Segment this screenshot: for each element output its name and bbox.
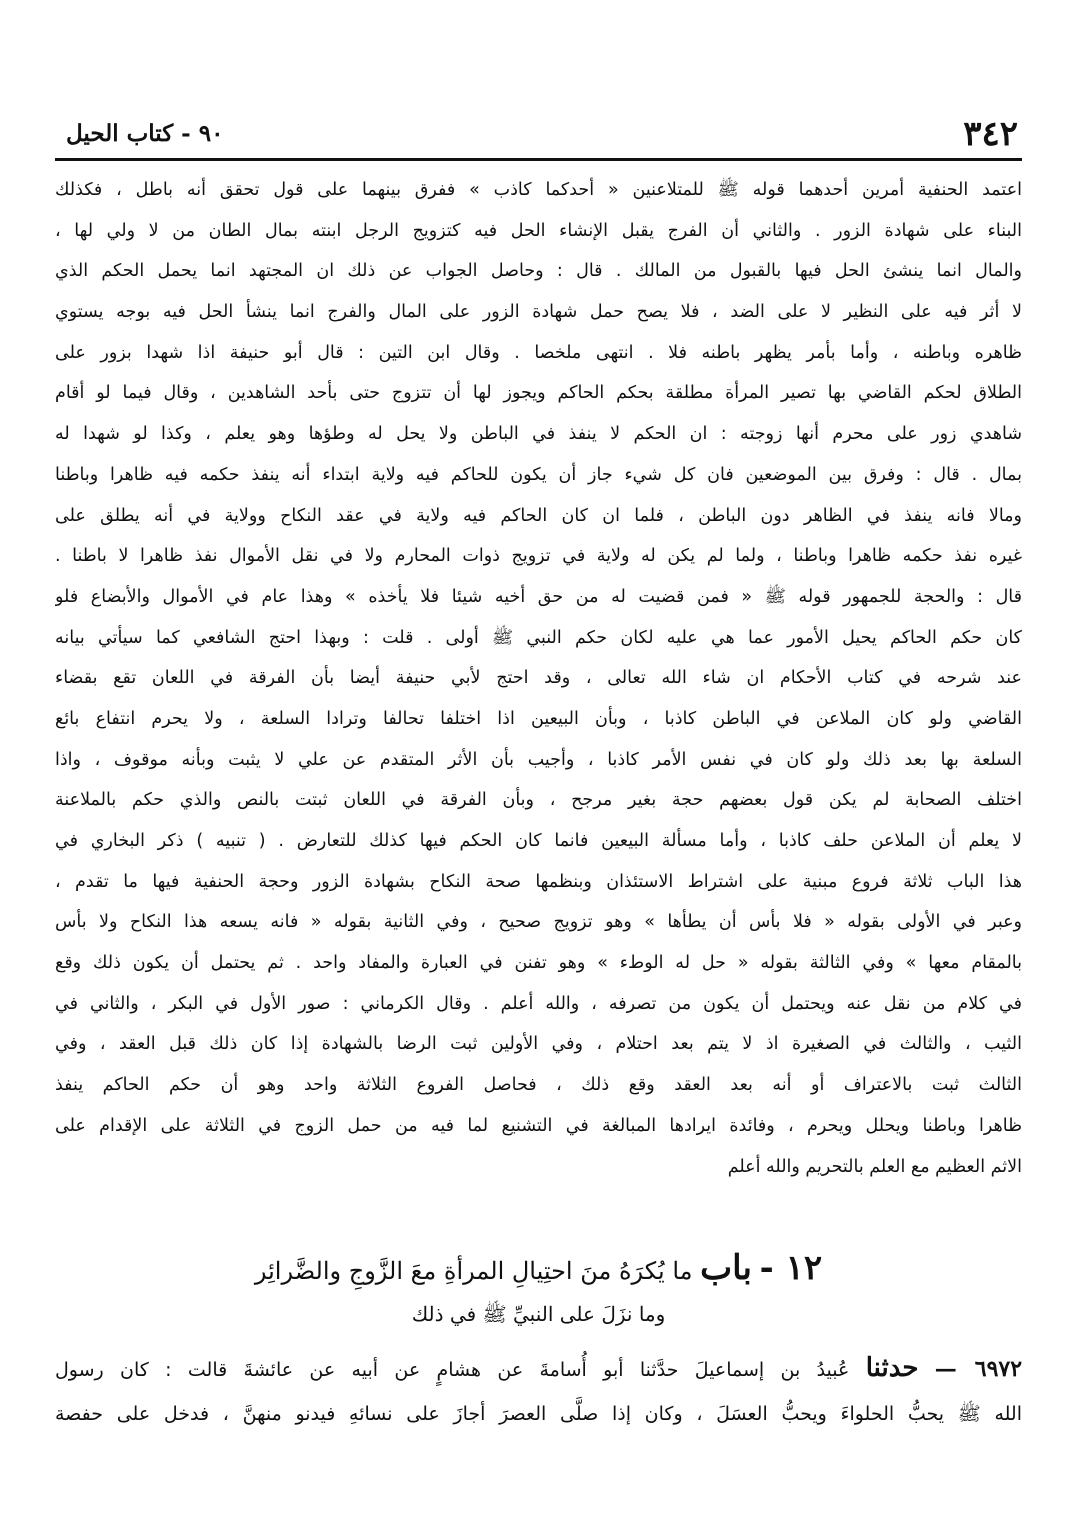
chapter-heading: [55, 1245, 1022, 1334]
commentary-line: بمال . قال : وفرق بين الموضعين فان كل شيء جاز أن يكون للحاكم فيه ولاية ابتداء أنه ينفذ حكمه فيه ظاهرا وباطنا: [55, 464, 1022, 485]
commentary-line: لا يعلم أن الملاعن حلف كاذبا ، وأما مسألة البيعين فانما كان الحكم فيها كذلك للتعارض . ( تنبيه ) ذكر البخاري في: [55, 831, 1022, 851]
commentary-line: الاثم العظيم مع العلم بالتحريم والله أعلم: [727, 1156, 1022, 1177]
hadith-line: الله ﷺ يحبُّ الحلواءَ ويحبُّ العسَلَ ، وكان إذا صلَّى العصرَ أجازَ على نسائهِ فيدنو منهنَّ ، فدخل على حفصة: [55, 1403, 1022, 1425]
commentary-line: لا أثر فيه على النظير لا على الضد ، فلا يصح حمل شهادة الزور على المال والفرج انما ينشأ الحل فيه بوجه يستوي: [55, 302, 1022, 323]
page-number: ٣٤٢: [963, 114, 1018, 154]
commentary-line: قال : والحجة للجمهور قوله ﷺ « فمن قضيت له من حق أخيه شيئا فلا يأخذه » وهذا عام في الأموال والأبضاع فلو: [55, 586, 1022, 607]
chapter-label: باب: [700, 1248, 753, 1288]
commentary-line: كان حكم الحاكم يحيل الأمور عما هي عليه لكان حكم النبي ﷺ أولى . قلت : وبهذا احتج الشافعي كما سيأتي بيانه: [55, 627, 1022, 648]
commentary-line: البناء على شهادة الزور . والثاني أن الفرج يقبل الإنشاء الحل فيه كتزويج الرجل ابنته بمال الطان من لا ولي لها ،: [55, 220, 1022, 241]
commentary-line: والمال انما ينشئ الحل فيها بالقبول من المالك . قال : وحاصل الجواب عن ذلك ان المجتهد انما يحمل الحكم الذي: [55, 261, 1022, 282]
hadith-number: ٦٩٧٢ —: [934, 1356, 1022, 1382]
commentary-line: السلعة بها بعد ذلك ولو كان في نفس الأمر كاذبا ، وأجيب بأن الأثر المتقدم عن علي لا يثبت وبأنه موقوف ، واذا: [55, 749, 1022, 770]
chapter-number: ١٢ -: [759, 1248, 823, 1288]
commentary-line: ومالا فانه ينفذ في الظاهر دون الباطن ، فلما ان كان الحاكم فيه ولاية في عقد النكاح وولاية في أنه يطلق على: [55, 505, 1022, 526]
chapter-heading-line-1: [55, 1245, 1022, 1294]
commentary-line: بالمقام معها » وفي الثالثة بقوله « حل له الوطء » وهو تفنن في العبارة والمفاد واحد . ثم يحتمل أن يكون ذلك وقع: [55, 953, 1022, 974]
page-header: [58, 112, 1018, 156]
commentary-line: الطلاق لحكم القاضي بها تصير المرأة مطلقة بحكم الحاكم ويجوز لها أن تتزوج حتى بأحد الشاهدين ، وقال فيما لو أقام: [55, 383, 1022, 404]
commentary-line: هذا الباب ثلاثة فروع مبنية على اشتراط الاستئذان وبنظمها صحة النكاح بشهادة الزور وحجة الحنفية فيها ما تقدم ،: [55, 871, 1022, 892]
running-title: ٩٠ - كتاب الحيل: [66, 120, 224, 147]
header-divider: [55, 158, 1022, 161]
commentary-line: القاضي ولو كان الملاعن في الباطن كاذبا ، وبأن البيعين اذا اختلفا تحالفا وترادا السلعة ، ولا يحرم انتفاع بائع: [55, 708, 1022, 729]
commentary-text: [55, 170, 1022, 1187]
chapter-subtitle: وما نزَلَ على النبيِّ ﷺ في ذلك: [411, 1302, 666, 1326]
hadith-isnad: عُبيدُ بن إسماعيلَ حدَّثنا أبو أُسامةَ عن هشامٍ عن أبيه عن عائشةَ قالت : كان رسول: [55, 1359, 850, 1381]
hadith-line: [55, 1345, 1022, 1391]
commentary-line: ظاهره وباطنه ، وأما بأمر يظهر باطنه فلا . انتهى ملخصا . وقال ابن التين : قال أبو حنيفة اذا شهدا بزور على: [55, 342, 1022, 363]
commentary-line: اختلف الصحابة لم يكن قول بعضهم حجة بغير مرجح ، وبأن الفرقة في اللعان ثبتت بالنص والذي حكم بالملاعنة: [55, 790, 1022, 811]
commentary-line: غيره نفذ حكمه ظاهرا وباطنا ، ولما لم يكن له ولاية في تزويج ذوات المحارم ولا في نقل الأموال نفذ ظاهرا لا باطنا .: [55, 546, 1022, 567]
commentary-line: الثيب ، والثالث في الصغيرة اذ لا يتم بعد احتلام ، وفي الأولين ثبت الرضا بالشهادة إذا كان ذلك قبل العقد ، وفي: [55, 1034, 1022, 1055]
commentary-line: وعبر في الأولى بقوله « فلا بأس أن يطأها » وهو تزويج صحيح ، وفي الثانية بقوله « فانه يسعه هذا النكاح ولا بأس: [55, 912, 1022, 933]
commentary-line: في كلام من نقل عنه ويحتمل أن يكون من تصرفه ، والله أعلم . وقال الكرماني : صور الأول في البكر ، والثاني في: [55, 993, 1022, 1014]
commentary-line: ظاهرا وباطنا ويحلل ويحرم ، وفائدة ايرادها المبالغة في التشنيع لما فيه من حمل الزوج في الثلاثة على الإقدام على: [55, 1115, 1022, 1136]
hadith-text: [55, 1345, 1022, 1437]
haddathana-word: حدثنا: [865, 1353, 919, 1383]
commentary-line: اعتمد الحنفية أمرين أحدهما قوله ﷺ للمتلاعنين « أحدكما كاذب » ففرق بينهما على قول تحقق أنه باطل ، فكذلك: [55, 180, 1022, 200]
commentary-line: شاهدي زور على محرم أنها زوجته : ان الحكم لا ينفذ في الباطن ولا يحل له وطؤها وهو يعلم ، وكذا لو شهدا له: [55, 424, 1022, 445]
chapter-title: ما يُكرَهُ منَ احتِيالِ المرأةِ معَ الزَّوجِ والضَّرائِر: [254, 1257, 693, 1285]
commentary-line: الثالث ثبت بالاعتراف أو أنه بعد العقد وقع ذلك ، فحاصل الفروع الثلاثة واحد وهو أن حكم الحاكم ينفذ: [55, 1075, 1022, 1096]
commentary-line: عند شرحه في كتاب الأحكام ان شاء الله تعالى ، وقد احتج لأبي حنيفة أيضا بأن الفرقة في اللعان تقع بقضاء: [55, 668, 1022, 689]
